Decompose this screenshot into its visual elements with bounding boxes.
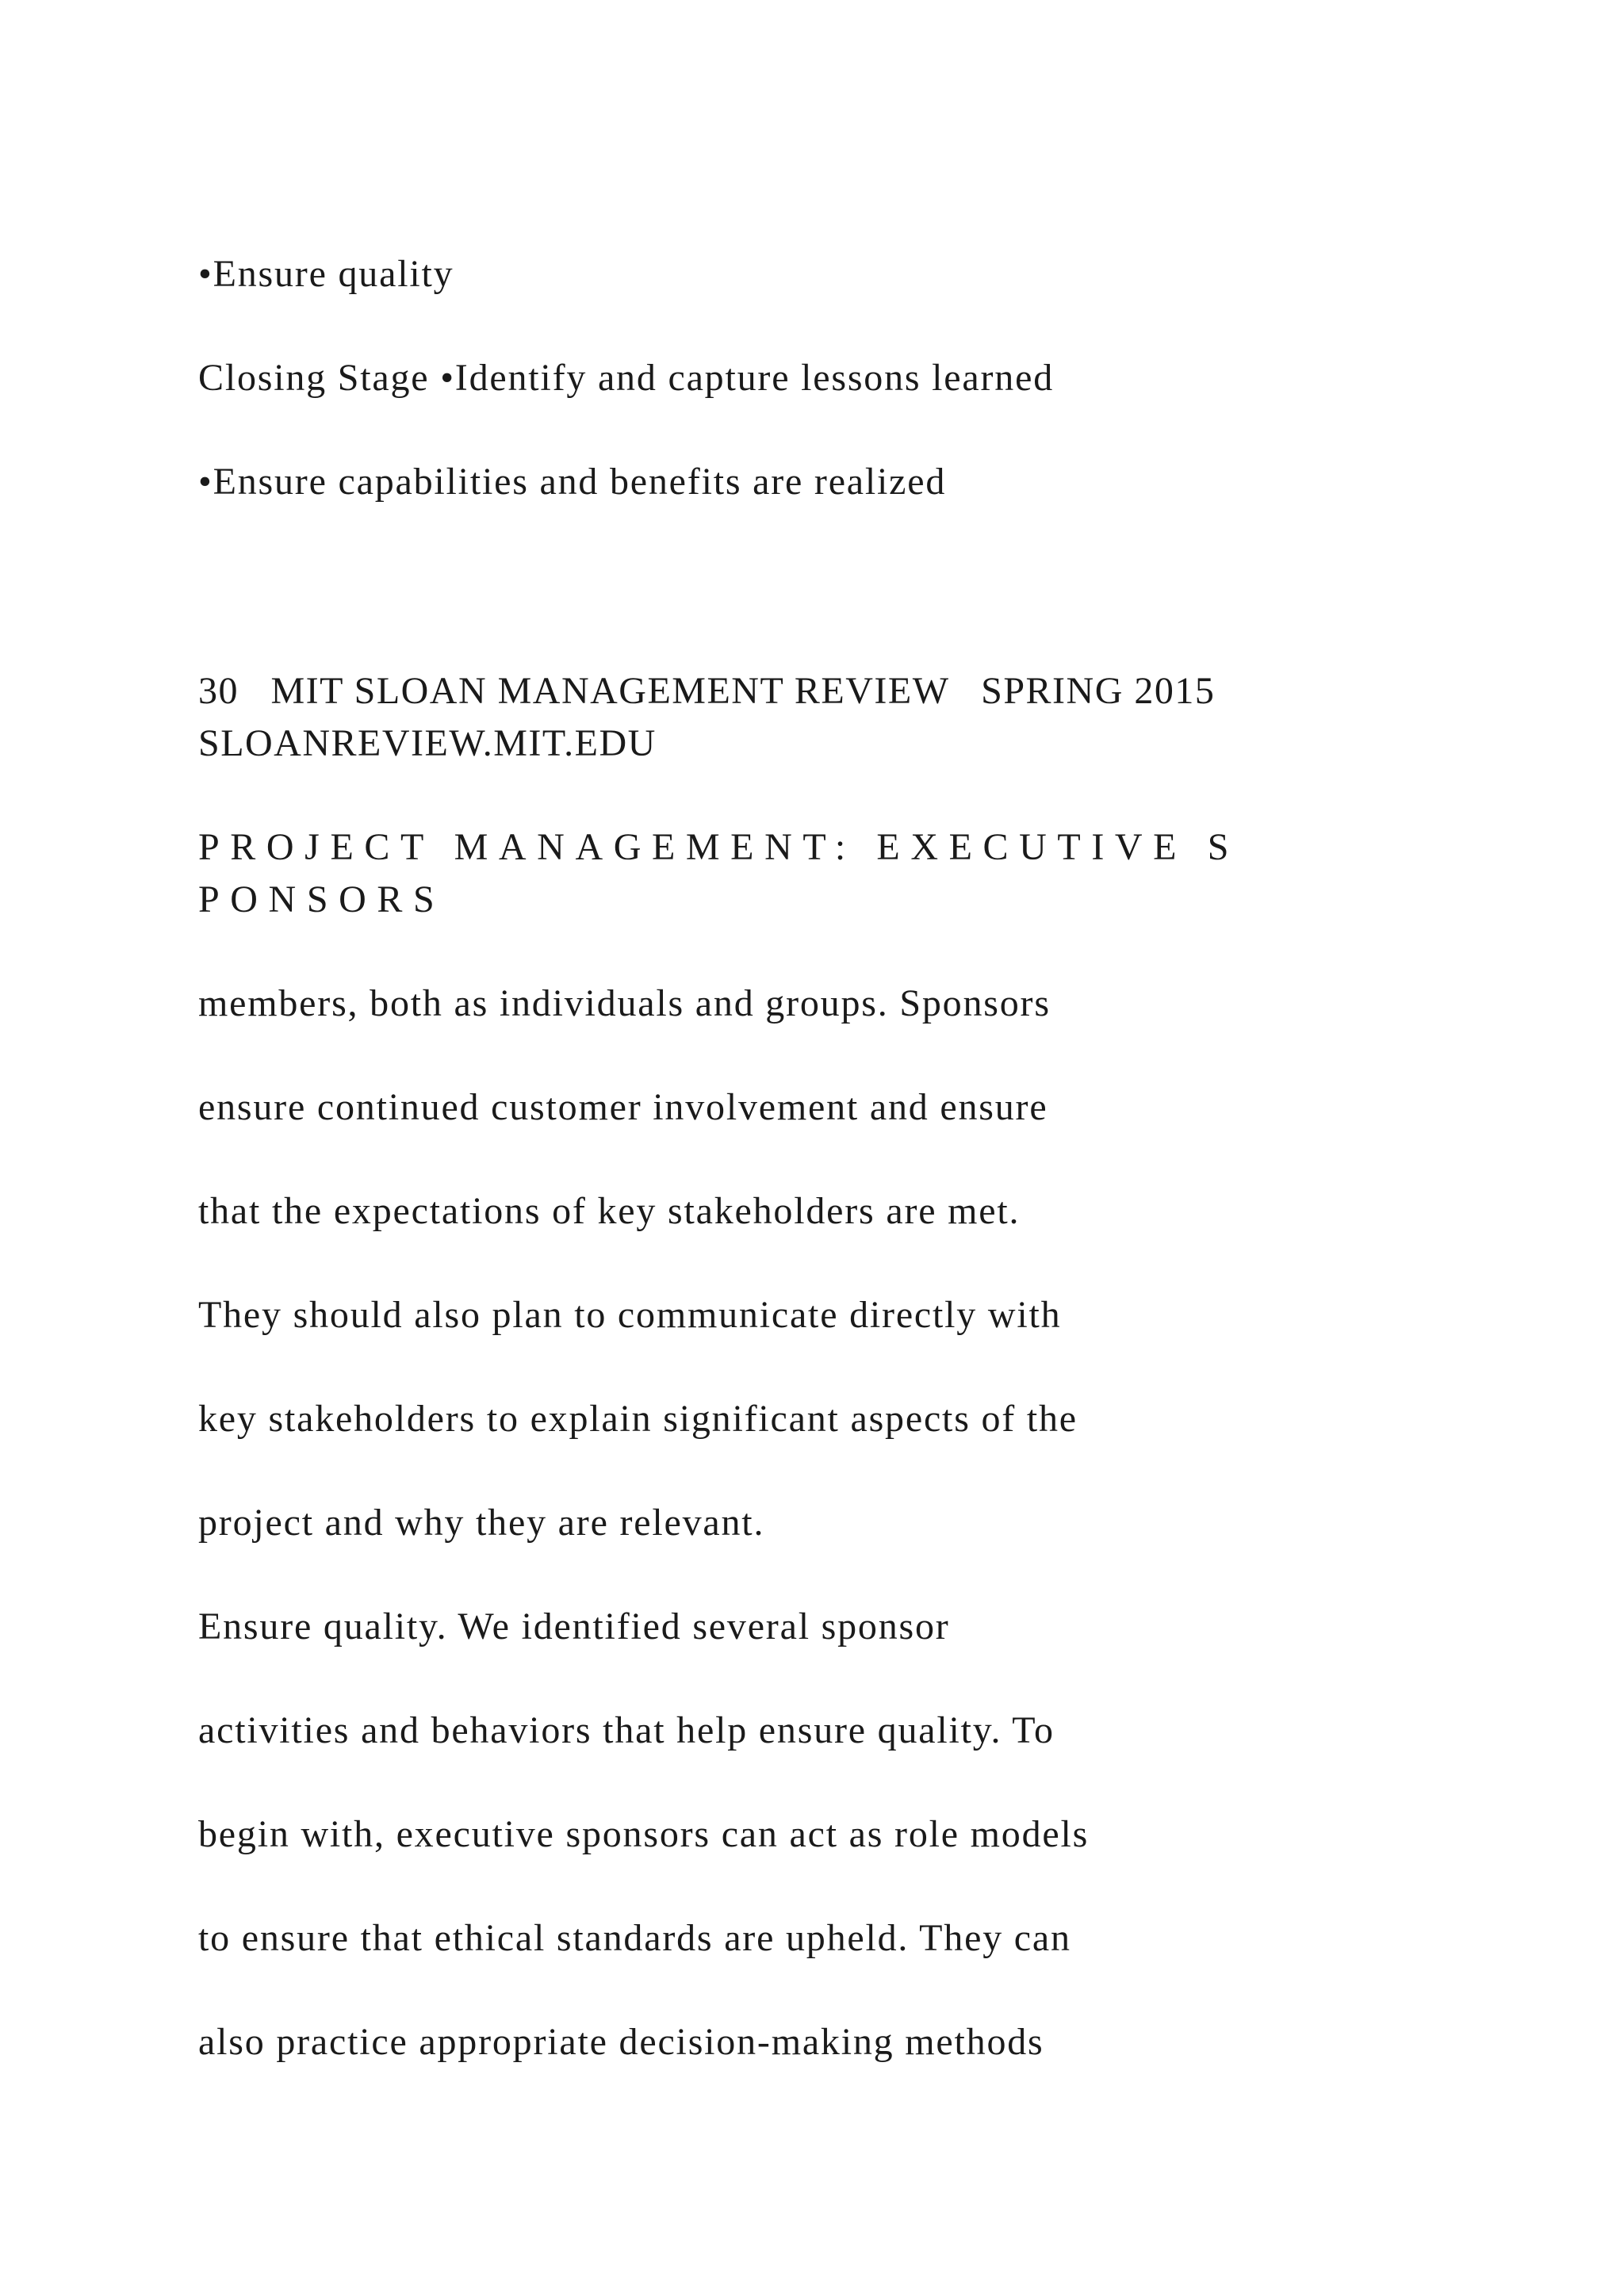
body-line: ensure continued customer involvement and ensure: [198, 1086, 1048, 1128]
body-line: also practice appropriate decision-making methods: [198, 2021, 1044, 2063]
body-line: begin with, executive sponsors can act as role models: [198, 1813, 1090, 1855]
body-line: that the expectations of key stakeholders are met.: [198, 1190, 1021, 1232]
list-item: •Ensure capabilities and benefits are realized: [198, 461, 947, 503]
body-line: activities and behaviors that help ensure quality. To: [198, 1709, 1055, 1751]
body-line: Ensure quality. We identified several sponsor: [198, 1605, 950, 1647]
journal-footer-line: 30 MIT SLOAN MANAGEMENT REVIEW SPRING 2015: [198, 670, 1216, 712]
section-header-continued: PONSORS: [198, 878, 446, 920]
body-line: project and why they are relevant.: [198, 1502, 765, 1544]
body-line: members, both as individuals and groups. Sponsors: [198, 982, 1051, 1024]
body-line: key stakeholders to explain significant aspects of the: [198, 1398, 1078, 1440]
body-line: They should also plan to communicate directly with: [198, 1294, 1062, 1336]
list-item: •Ensure quality: [198, 253, 454, 295]
journal-url: SLOANREVIEW.MIT.EDU: [198, 722, 657, 764]
body-line: to ensure that ethical standards are upheld. They can: [198, 1917, 1071, 1959]
list-item: Closing Stage •Identify and capture lessons learned: [198, 357, 1055, 399]
section-header: PROJECT MANAGEMENT: EXECUTIVE S: [198, 826, 1239, 868]
